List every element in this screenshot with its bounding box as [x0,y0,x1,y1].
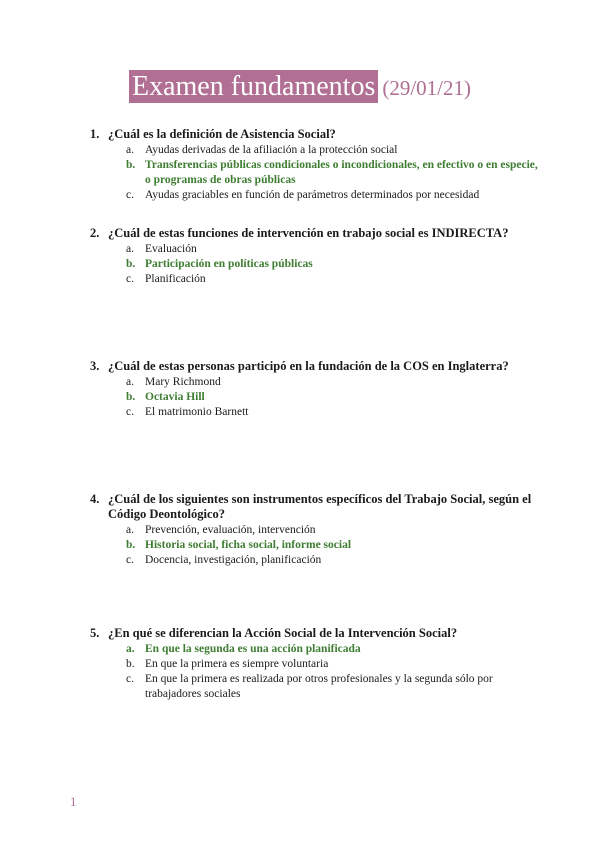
question-number: 5. [90,626,100,640]
answer-text: En que la segunda es una acción planificada [145,643,361,655]
title-main: Examen fundamentos [129,70,378,103]
answer-letter: c. [126,273,134,285]
answer-letter: b. [126,258,136,270]
question-text: ¿Cuál de los siguientes son instrumentos específicos del Trabajo Social, según el Código Deontológico? [108,492,532,521]
exam-title [0,70,600,104]
answer-text: Planificación [145,273,206,285]
answer-text: Prevención, evaluación, intervención [145,524,316,536]
answer-letter: a. [126,524,134,536]
answer-a [126,375,540,390]
answer-a [126,143,540,158]
question-3 [90,359,540,420]
answer-b [126,657,540,672]
answer-letter: a. [126,243,134,255]
answer-b-correct [126,257,540,272]
answer-b-correct [126,158,540,188]
answer-letter: a. [126,144,134,156]
question-text: ¿En qué se diferencian la Acción Social de la Intervención Social? [108,626,458,640]
answer-letter: b. [126,391,136,403]
answer-text: Participación en políticas públicas [145,258,313,270]
question-text: ¿Cuál de estas funciones de intervención en trabajo social es INDIRECTA? [108,226,509,240]
answer-a-correct [126,642,540,657]
answer-b-correct [126,538,540,553]
answer-text: En que la primera es siempre voluntaria [145,658,329,670]
answer-text: En que la primera es realizada por otros profesionales y la segunda sólo por trabajadores sociales [145,673,493,700]
answer-text: Ayudas graciables en función de parámetros determinados por necesidad [145,189,480,201]
answer-text: Transferencias públicas condicionales o incondicionales, en efectivo o en especie, o programas de obras públicas [145,159,538,186]
question-1 [90,127,540,203]
answer-letter: c. [126,673,134,685]
answer-letter: c. [126,189,134,201]
answer-letter: b. [126,539,136,551]
answer-text: El matrimonio Barnett [145,406,249,418]
question-2 [90,226,540,287]
answer-a [126,242,540,257]
answer-c [126,405,540,420]
answer-letter: c. [126,406,134,418]
answer-text: Docencia, investigación, planificación [145,554,322,566]
answer-c [126,188,540,203]
question-4 [90,492,540,568]
title-date: (29/01/21) [382,76,472,100]
answer-c [126,672,540,702]
answer-c [126,272,540,287]
answer-text: Ayudas derivadas de la afiliación a la protección social [145,144,398,156]
page-number: 1 [70,794,77,809]
question-number: 4. [90,492,100,506]
question-number: 2. [90,226,100,240]
question-5 [90,626,540,702]
answer-text: Evaluación [145,243,197,255]
answer-letter: b. [126,159,136,171]
question-number: 1. [90,127,100,141]
question-text: ¿Cuál de estas personas participó en la fundación de la COS en Inglaterra? [108,359,509,373]
answer-letter: c. [126,554,134,566]
answer-letter: a. [126,376,134,388]
answer-a [126,523,540,538]
answer-letter: b. [126,658,135,670]
answer-text: Historia social, ficha social, informe social [145,539,352,551]
answer-text: Mary Richmond [145,376,221,388]
answer-letter: a. [126,643,135,655]
answer-b-correct [126,390,540,405]
answer-text: Octavia Hill [145,391,205,403]
question-number: 3. [90,359,100,373]
answer-c [126,553,540,568]
question-text: ¿Cuál es la definición de Asistencia Social? [108,127,336,141]
